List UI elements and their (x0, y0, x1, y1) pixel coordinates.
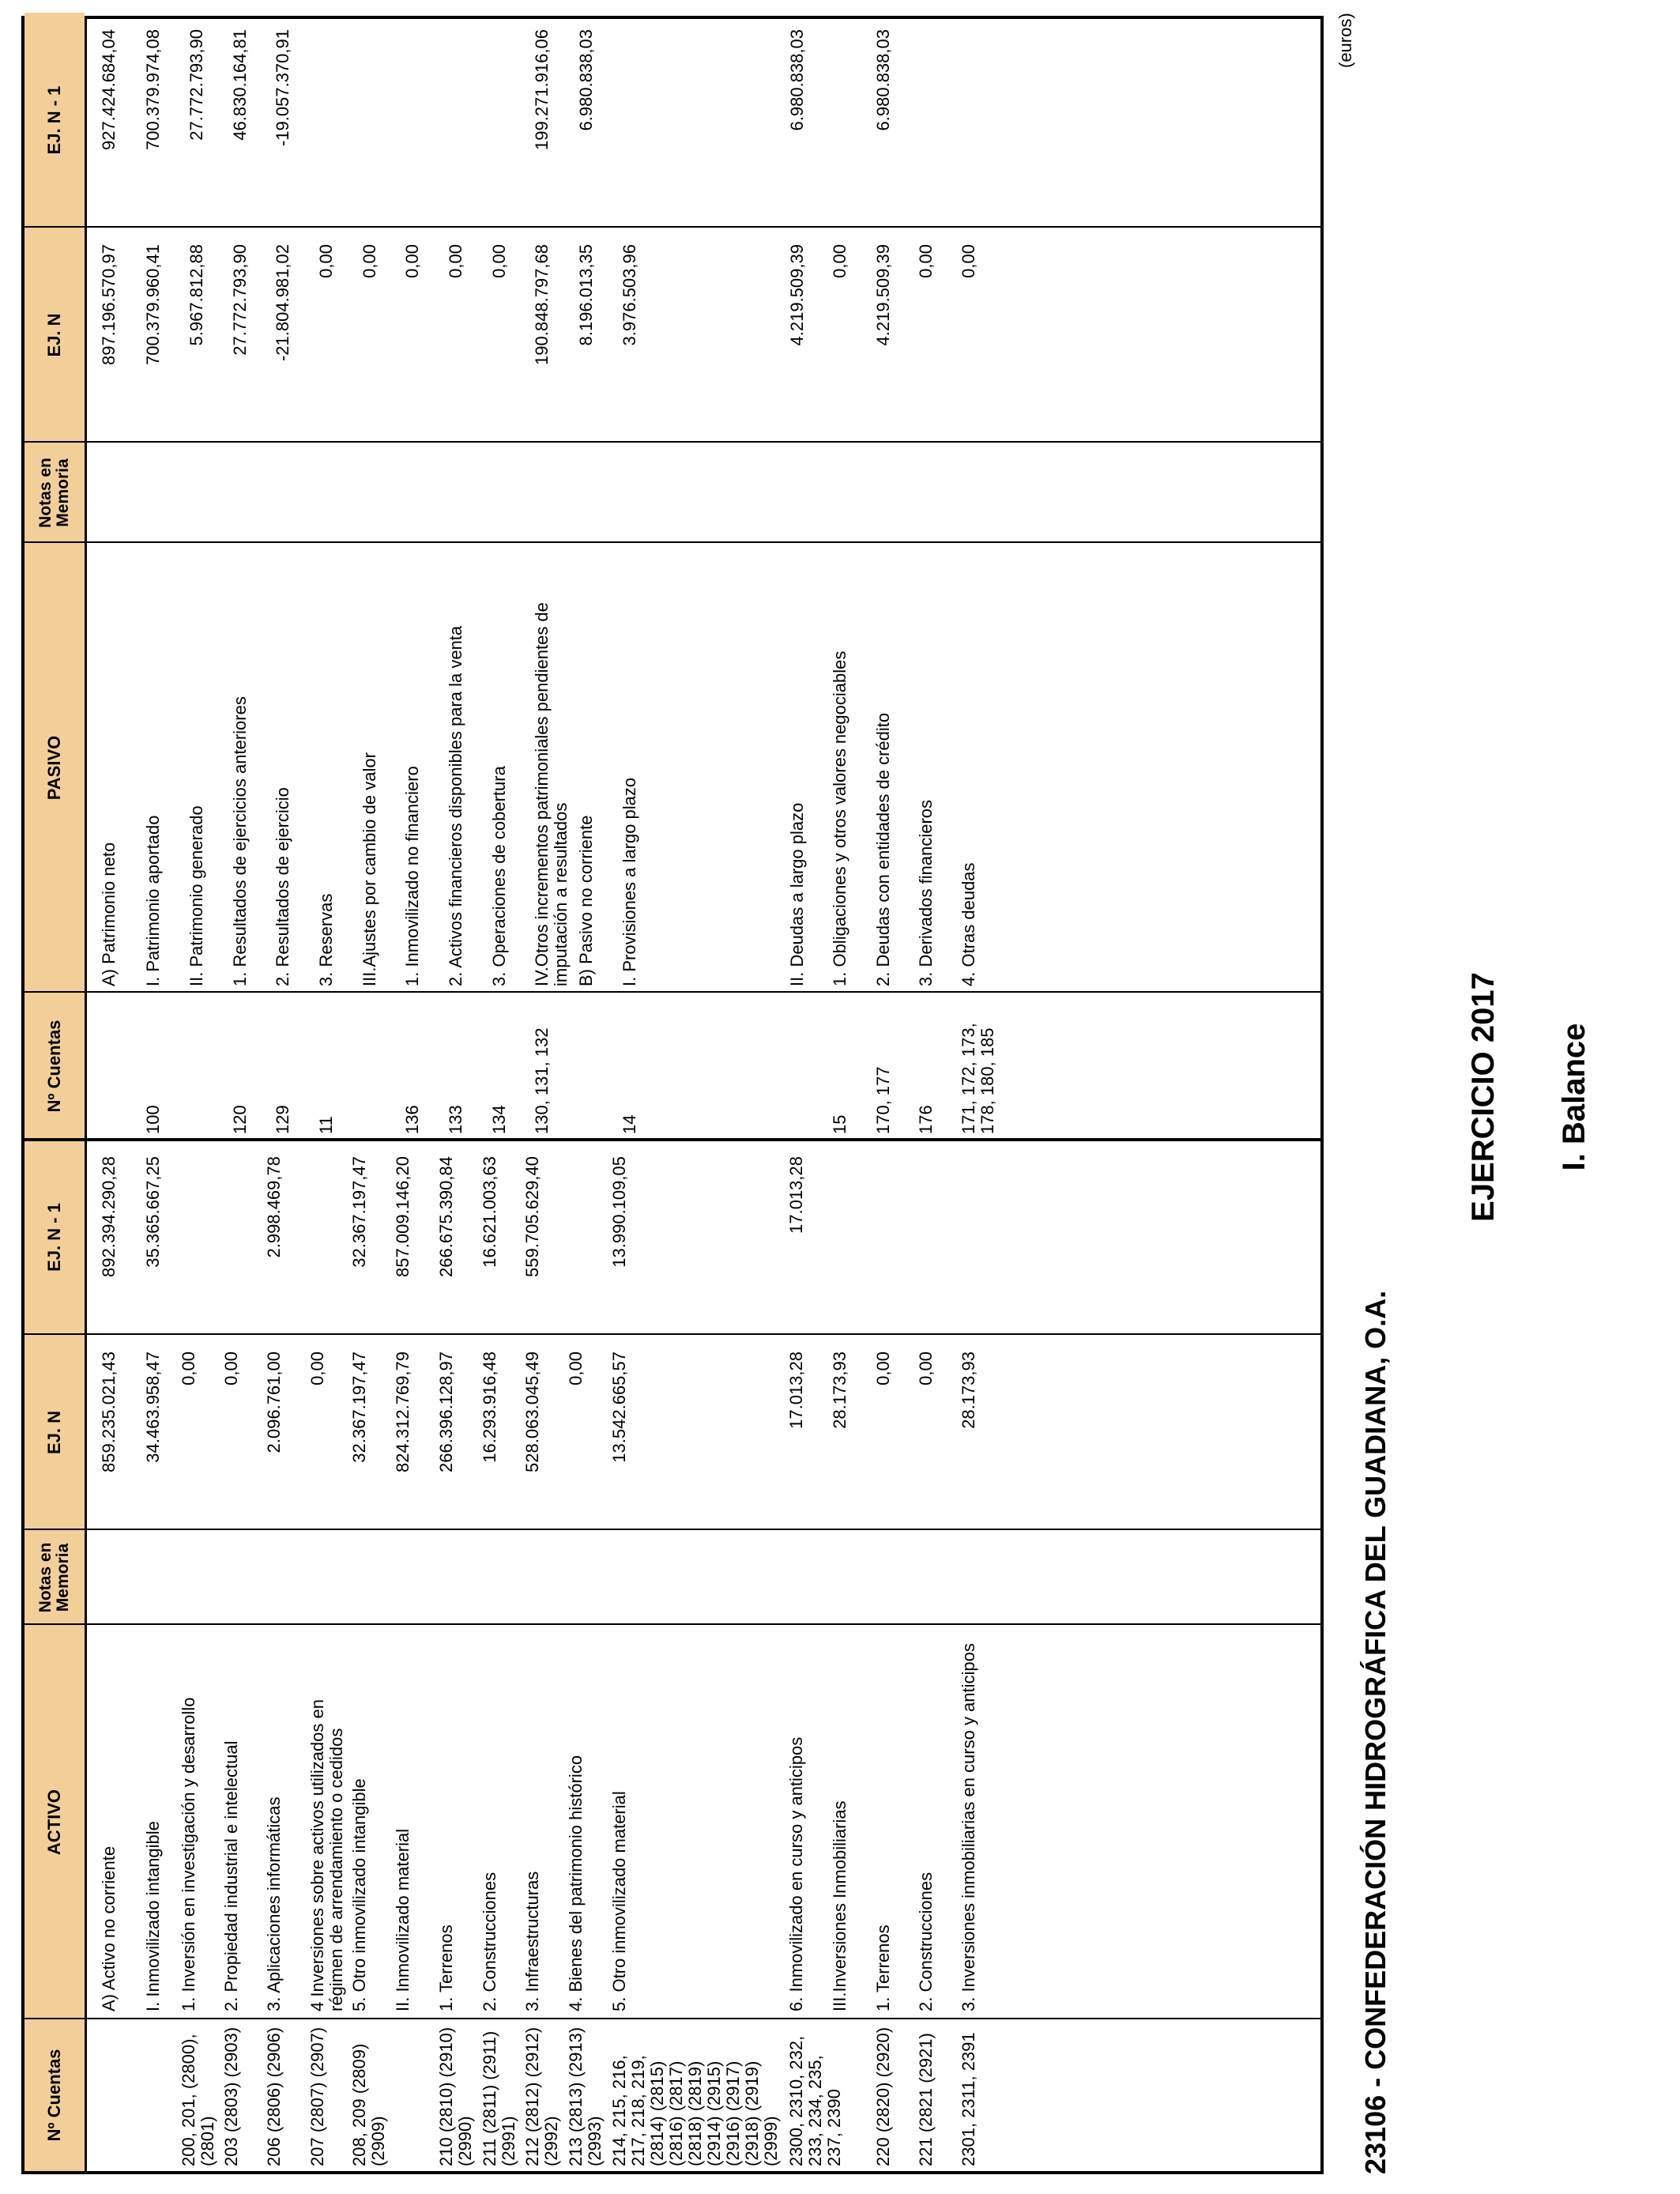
pasivo-label-cell: I. Provisiones a largo plazo (620, 777, 639, 986)
activo-cuentas-cell: 220 (2820) (2920) (873, 2026, 893, 2166)
pasivo-cuentas-cell: 15 (830, 1114, 849, 1134)
activo-ejn-cell: 0,00 (873, 1351, 893, 1385)
activo-label-cell: 4. Bienes del patrimonio histórico (566, 1755, 586, 2011)
pasivo-label-cell: A) Patrimonio neto (99, 842, 119, 986)
pasivo-label-cell: 1. Inmovilizado no financiero (402, 766, 422, 986)
activo-ejn-cell: 32.367.197,47 (349, 1351, 369, 1463)
activo-ejn1-cell: 559.705.629,40 (522, 1156, 542, 1277)
activo-ejn1-cell: 13.990.109,05 (609, 1156, 629, 1268)
pasivo-cuentas-cell: 11 (316, 1116, 336, 1134)
header-ejn-pasivo: EJ. N (24, 228, 85, 443)
column-divider (24, 991, 1320, 993)
entity-name: 23106 - CONFEDERACIÓN HIDROGRÁFICA DEL GUADIANA, O.A. (1359, 1290, 1392, 2174)
pasivo-ejn-cell: 700.379.960,41 (143, 244, 163, 365)
column-divider (24, 2018, 1320, 2019)
activo-label-cell: 1. Terrenos (436, 1924, 456, 2011)
pasivo-ejn-cell: 0,00 (446, 244, 465, 278)
pasivo-ejn-cell: -21.804.981,02 (273, 244, 292, 362)
column-divider (24, 541, 1320, 543)
activo-cuentas-cell: 200, 201, (2800), (2801) (179, 2034, 217, 2166)
activo-ejn-cell: 0,00 (916, 1351, 936, 1385)
activo-ejn1-cell: 35.365.667,25 (143, 1156, 163, 1268)
activo-label-cell: 3. Aplicaciones informáticas (264, 1796, 284, 2011)
column-divider (24, 1529, 1320, 1530)
activo-ejn-cell: 0,00 (179, 1351, 198, 1385)
activo-cuentas-cell: 207 (2807) (2907) (307, 2026, 327, 2166)
activo-cuentas-cell: 210 (2810) (2910) (2990) (436, 2026, 475, 2166)
activo-cuentas-cell: 2300, 2310, 232, 233, 234, 235, 237, 2390 (786, 2035, 844, 2166)
activo-cuentas-cell: 213 (2813) (2913) (2993) (566, 2026, 605, 2166)
pasivo-ejn-cell: 4.219.509,39 (787, 244, 807, 346)
pasivo-ejn-cell: 5.967.812,88 (186, 244, 206, 346)
pasivo-ejn1-cell: 199.271.916,06 (532, 29, 552, 150)
activo-cuentas-cell: 2301, 2311, 2391 (959, 2032, 978, 2166)
pasivo-label-cell: II. Deudas a largo plazo (787, 802, 807, 986)
column-divider (24, 226, 1320, 228)
activo-ejn1-cell: 32.367.197,47 (349, 1156, 369, 1268)
pasivo-ejn-cell: 0,00 (489, 244, 509, 278)
header-activo: ACTIVO (24, 1625, 85, 2019)
activo-label-cell: 2. Propiedad industrial e intelectual (221, 1740, 241, 2011)
activo-ejn-cell: 0,00 (307, 1351, 327, 1385)
pasivo-ejn1-cell: 27.772.793,90 (186, 29, 206, 141)
activo-ejn1-cell: 892.394.290,28 (99, 1156, 119, 1277)
activo-cuentas-cell: 203 (2803) (2903) (221, 2026, 241, 2166)
pasivo-ejn-cell: 27.772.793,90 (230, 244, 250, 356)
activo-cuentas-cell: 211 (2811) (2911) (2991) (480, 2030, 518, 2166)
activo-label-cell: 3. Infraestructuras (522, 1871, 542, 2011)
pasivo-label-cell: B) Pasivo no corriente (576, 815, 596, 986)
column-divider (24, 441, 1320, 443)
pasivo-ejn-cell: 3.976.503,96 (620, 244, 639, 346)
pasivo-ejn-cell: 8.196.013,35 (576, 244, 596, 346)
pasivo-cuentas-cell: 134 (489, 1105, 509, 1134)
pasivo-ejn-cell: 190.848.797,68 (532, 244, 552, 365)
pasivo-cuentas-cell: 120 (230, 1105, 250, 1134)
activo-ejn-cell: 266.396.128,97 (436, 1351, 456, 1472)
activo-ejn1-cell: 2.998.469,78 (264, 1156, 284, 1258)
notas-underline (85, 1530, 86, 1625)
activo-ejn1-cell: 857.009.146,20 (393, 1156, 412, 1277)
pasivo-ejn1-cell: 6.980.838,03 (873, 29, 893, 131)
activo-cuentas-cell: 212 (2812) (2912) (2992) (522, 2026, 561, 2166)
activo-ejn-cell: 16.293.916,48 (480, 1351, 499, 1463)
activo-label-cell: 4 Inversiones sobre activos utilizados en régimen de arrendamiento o cedidos (307, 1699, 346, 2011)
column-divider (24, 1623, 1320, 1625)
activo-ejn-cell: 528.063.045,49 (522, 1351, 542, 1472)
pasivo-cuentas-cell: 133 (446, 1105, 465, 1134)
balance-table (21, 16, 1324, 2174)
pasivo-ejn-cell: 0,00 (959, 244, 978, 278)
activo-ejn-cell: 17.013,28 (786, 1351, 806, 1429)
activo-label-cell: III.Inversiones Inmobiliarias (830, 1800, 849, 2011)
header-notas-pasivo: Notas en Memoria (24, 443, 85, 543)
pasivo-ejn1-cell: -19.057.370,91 (273, 29, 292, 147)
activo-label-cell: 2. Construcciones (480, 1872, 499, 2011)
pasivo-label-cell: IV.Otros incrementos patrimoniales pendientes de imputación a resultados (532, 602, 571, 986)
pasivo-cuentas-cell: 100 (143, 1105, 163, 1134)
pasivo-label-cell: 2. Activos financieros disponibles para la venta (446, 625, 465, 986)
activo-label-cell: 1. Inversión en investigación y desarrollo (179, 1697, 198, 2011)
activo-ejn-cell: 824.312.769,79 (393, 1351, 412, 1472)
pasivo-ejn1-cell: 46.830.164,81 (230, 29, 250, 141)
activo-label-cell: 2. Construcciones (916, 1872, 936, 2011)
pasivo-ejn-cell: 0,00 (316, 244, 336, 278)
header-cuentas-activo: Nº Cuentas (24, 2019, 85, 2171)
activo-label-cell: 5. Otro inmovilizado material (609, 1791, 629, 2011)
activo-cuentas-cell: 214, 215, 216, 217, 218, 219, (2814) (2815) (2816) (2817) (2818) (2819) (2914) (2915) (2916) (2917) (2918) (2919) (2999) (609, 2055, 781, 2166)
pasivo-label-cell: 1. Resultados de ejercicios anteriores (230, 696, 250, 986)
pasivo-cuentas-cell: 136 (402, 1105, 422, 1134)
pasivo-ejn-cell: 0,00 (360, 244, 379, 278)
header-ejn1-pasivo: EJ. N - 1 (24, 13, 85, 228)
activo-cuentas-cell: 221 (2821 (2921) (916, 2033, 936, 2166)
activo-ejn1-cell: 16.621.003,63 (480, 1156, 499, 1268)
activo-cuentas-cell: 206 (2806) (2906) (264, 2026, 284, 2166)
pasivo-cuentas-cell: 171, 172, 173, 178, 180, 185 (959, 1023, 997, 1134)
activo-ejn-cell: 859.235.021,43 (99, 1351, 119, 1472)
pasivo-ejn1-cell: 700.379.974,08 (143, 29, 163, 150)
activo-label-cell: 3. Inversiones inmobiliarias en curso y anticipos (959, 1643, 978, 2011)
activo-ejn-cell: 13.542.665,57 (609, 1351, 629, 1463)
activo-ejn1-cell: 17.013,28 (786, 1156, 806, 1234)
activo-label-cell: 5. Otro inmovilizado intangible (349, 1778, 369, 2011)
pasivo-label-cell: 4. Otras deudas (959, 862, 978, 986)
pasivo-cuentas-cell: 130, 131, 132 (532, 1027, 552, 1134)
pasivo-label-cell: I. Patrimonio aportado (143, 815, 163, 986)
pasivo-cuentas-cell: 129 (273, 1105, 292, 1134)
pasivo-cuentas-cell: 170, 177 (873, 1066, 893, 1134)
pasivo-label-cell: II. Patrimonio generado (186, 805, 206, 986)
pasivo-label-cell: 2. Deudas con entidades de crédito (873, 712, 893, 986)
activo-label-cell: II. Inmovilizado material (393, 1828, 412, 2011)
pasivo-ejn-cell: 4.219.509,39 (873, 244, 893, 346)
activo-ejn-cell: 28.173,93 (830, 1351, 849, 1429)
pasivo-label-cell: III.Ajustes por cambio de valor (360, 752, 379, 986)
pasivo-label-cell: 3. Operaciones de cobertura (489, 766, 509, 986)
header-divider (85, 19, 87, 2171)
pasivo-ejn-cell: 897.196.570,97 (99, 244, 119, 365)
activo-ejn-cell: 2.096.761,00 (264, 1351, 284, 1453)
column-divider (24, 1138, 1320, 1141)
activo-label-cell: 6. Inmovilizado en curso y anticipos (786, 1736, 806, 2011)
activo-ejn-cell: 28.173,93 (959, 1351, 978, 1429)
activo-label-cell: I. Inmovilizado intangible (143, 1821, 163, 2011)
pasivo-ejn1-cell: 6.980.838,03 (787, 29, 807, 131)
activo-cuentas-cell: 208, 209 (2809) (2909) (349, 2043, 388, 2166)
pasivo-label-cell: 1. Obligaciones y otros valores negociables (830, 650, 849, 986)
pasivo-ejn-cell: 0,00 (830, 244, 849, 278)
column-divider (24, 1333, 1320, 1335)
activo-label-cell: 1. Terrenos (873, 1924, 893, 2011)
activo-ejn-cell: 34.463.958,47 (143, 1351, 163, 1463)
pasivo-ejn-cell: 0,00 (916, 244, 936, 278)
activo-ejn-cell: 0,00 (221, 1351, 241, 1385)
header-cuentas-pasivo: Nº Cuentas (24, 993, 85, 1140)
pasivo-ejn1-cell: 6.980.838,03 (576, 29, 596, 131)
pasivo-cuentas-cell: 14 (620, 1114, 639, 1134)
header-ejn1-activo: EJ. N - 1 (24, 1140, 85, 1335)
pasivo-ejn1-cell: 927.424.684,04 (99, 29, 119, 150)
activo-label-cell: A) Activo no corriente (99, 1845, 119, 2011)
pasivo-label-cell: 2. Resultados de ejercicio (273, 787, 292, 986)
header-pasivo: PASIVO (24, 543, 85, 993)
report-subtitle: EJERCICIO 2017 (1466, 972, 1501, 1222)
units-label: (euros) (1335, 13, 1355, 68)
pasivo-ejn-cell: 0,00 (402, 244, 422, 278)
report-title: I. Balance (1557, 1023, 1591, 1171)
pasivo-label-cell: 3. Derivados financieros (916, 799, 936, 986)
activo-ejn-cell: 0,00 (566, 1351, 586, 1385)
pasivo-label-cell: 3. Reservas (316, 893, 336, 986)
header-ejn-activo: EJ. N (24, 1335, 85, 1530)
header-notas-activo: Notas en Memoria (24, 1530, 85, 1625)
activo-ejn1-cell: 266.675.390,84 (436, 1156, 456, 1277)
pasivo-cuentas-cell: 176 (916, 1105, 936, 1134)
